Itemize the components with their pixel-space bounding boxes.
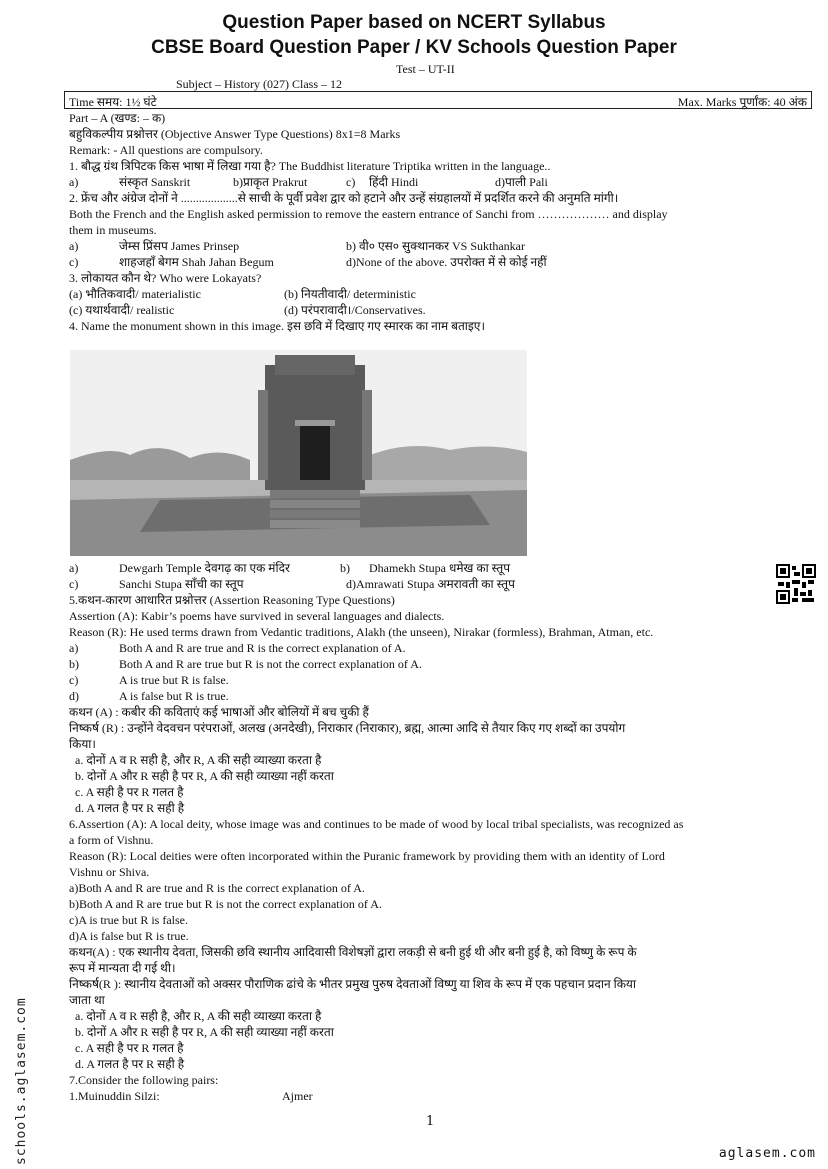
part-a-heading: Part – A (खण्ड: – क) xyxy=(69,111,166,125)
qr-code-icon xyxy=(776,564,816,604)
q5-reason-hi-cont: किया। xyxy=(69,737,96,751)
q5-hi-opt-d: d. A गलत है पर R सही है xyxy=(75,801,185,815)
question-2-hindi: 2. फ्रेंच और अंग्रेज दोनों ने ...................से साची के पूर्वी प्रवेश द्वार को हटाने और उन्हें संग्रहालयों में प्रदर्शित करने की अनुमति मांगी। xyxy=(69,191,619,205)
q5-reason-en: Reason (R): He used terms drawn from Vedantic traditions, Alakh (the unseen), Nirakar (formless), Brahman, Atman, etc. xyxy=(69,625,654,639)
q5-opt-b: Both A and R are true but R is not the correct explanation of A. xyxy=(119,657,422,671)
q5-reason-hi: निष्कर्ष (R) : उन्होंने वेदवचन परंपराओं, अलख (अनदेखी), निराकार (निराकार), ब्रह्म, आत्मा आदि से तैयार किए गए शब्दों का उपयोग xyxy=(69,721,626,735)
q4-opt-c-label: c) xyxy=(69,577,79,591)
q1-opt-c-label: c) xyxy=(346,175,356,189)
q2-opt-a: जेम्स प्रिंसप James Prinsep xyxy=(119,239,240,253)
q6-assertion-en: 6.Assertion (A): A local deity, whose image was and continues to be made of wood by local tribal specialists, was recognized as xyxy=(69,817,684,831)
q6-reason-en-cont: Vishnu or Shiva. xyxy=(69,865,150,879)
q4-opt-b-label: b) xyxy=(340,561,350,575)
q4-opt-a: Dewgarh Temple देवगढ़ का एक मंदिर xyxy=(119,561,290,575)
q6-assertion-en-cont: a form of Vishnu. xyxy=(69,833,154,847)
q5-opt-d: A is false but R is true. xyxy=(119,689,229,703)
q3-opt-d: (d) परंपरावादी।/Conservatives. xyxy=(284,303,426,317)
q1-opt-b: b)प्राकृत Prakrut xyxy=(233,175,308,189)
q1-opt-a-label: a) xyxy=(69,175,79,189)
q4-opt-b: Dhamekh Stupa धमेख का स्तूप xyxy=(369,561,511,575)
q2-opt-d: d)None of the above. उपरोक्त में से कोई नहीं xyxy=(346,255,547,269)
q3-opt-c: (c) यथार्थवादी/ realistic xyxy=(69,303,175,317)
time-label: Time समय: 1½ घंटे xyxy=(69,95,157,109)
question-1: 1. बौद्ध ग्रंथ त्रिपिटक किस भाषा में लिखा गया है? The Buddhist literature Triptika written in the language.. xyxy=(69,159,551,173)
q6-opt-a: a)Both A and R are true and R is the correct explanation of A. xyxy=(69,881,365,895)
page-number: 1 xyxy=(426,1114,435,1129)
test-label: Test – UT-II xyxy=(396,62,455,76)
q3-opt-b: (b) नियतीवादी/ deterministic xyxy=(284,287,416,301)
q4-opt-a-label: a) xyxy=(69,561,79,575)
title-line-1: Question Paper based on NCERT Syllabus xyxy=(222,12,606,33)
q6-hi-opt-d: d. A गलत है पर R सही है xyxy=(75,1057,185,1071)
side-watermark xyxy=(14,975,28,1165)
time-marks-box xyxy=(64,91,812,109)
question-7: 7.Consider the following pairs: xyxy=(69,1073,219,1087)
q6-hi-opt-a: a. दोनों A व R सही है, और R, A की सही व्याख्या करता है xyxy=(75,1009,322,1023)
q6-assertion-hi: कथन(A) : एक स्थानीय देवता, जिसकी छवि स्थानीय आदिवासी विशेषज्ञों द्वारा लकड़ी से बनी हुई थी और बनी हुई है, को विष्णु के रूप के xyxy=(69,945,637,959)
footer-site: aglasem.com xyxy=(718,1146,816,1161)
question-2-en: Both the French and the English asked permission to remove the eastern entrance of Sanchi from ……………… and display xyxy=(69,207,668,221)
subject-label: Subject – History (027) Class – 12 xyxy=(176,77,342,91)
remark: Remark: - All questions are compulsory. xyxy=(69,143,263,157)
side-watermark-text: schools.aglasem.com xyxy=(14,997,29,1165)
q5-opt-a-label: a) xyxy=(69,641,79,655)
q6-opt-d: d)A is false but R is true. xyxy=(69,929,189,943)
q5-opt-c: A is true but R is false. xyxy=(119,673,229,687)
q6-reason-hi: निष्कर्ष(R ): स्थानीय देवताओं को अक्सर पौराणिक ढांचे के भीतर प्रमुख पुरुष देवताओं विष्णु या शिव के रूप में एक पहचान प्रदान किया xyxy=(69,977,637,991)
q7-pair-1-right: Ajmer xyxy=(282,1089,313,1103)
q3-opt-a: (a) भौतिकवादी/ materialistic xyxy=(69,287,201,301)
question-4: 4. Name the monument shown in this image. इस छवि में दिखाए गए स्मारक का नाम बताइए। xyxy=(69,319,485,333)
question-2-en-cont: them in museums. xyxy=(69,223,157,237)
q2-opt-c-label: c) xyxy=(69,255,79,269)
q5-hi-opt-a: a. दोनों A व R सही है, और R, A की सही व्याख्या करता है xyxy=(75,753,322,767)
marks-label: Max. Marks पूर्णांक: 40 अंक xyxy=(677,95,807,109)
q6-reason-en: Reason (R): Local deities were often incorporated within the Puranic framework by providing them with an identity of Lord xyxy=(69,849,665,863)
q5-opt-b-label: b) xyxy=(69,657,79,671)
q2-opt-c: शाहजहाँ बेगम Shah Jahan Begum xyxy=(119,255,274,269)
q2-opt-b: b) वी० एस० सुक्थानकर VS Sukthankar xyxy=(346,239,525,253)
title-line-2: CBSE Board Question Paper / KV Schools Question Paper xyxy=(151,37,677,58)
q6-opt-b: b)Both A and R are true but R is not the correct explanation of A. xyxy=(69,897,382,911)
q6-opt-c: c)A is true but R is false. xyxy=(69,913,188,927)
q5-hi-opt-b: b. दोनों A और R सही है पर R, A की सही व्याख्या नहीं करता xyxy=(75,769,334,783)
q1-opt-a: संस्कृत Sanskrit xyxy=(119,175,191,189)
q5-hi-opt-c: c. A सही है पर R गलत है xyxy=(75,785,184,799)
q5-assertion-en: Assertion (A): Kabir’s poems have survived in several languages and dialects. xyxy=(69,609,445,623)
q4-opt-c: Sanchi Stupa साँची का स्तूप xyxy=(119,577,244,591)
q4-opt-d: d)Amrawati Stupa अमरावती का स्तूप xyxy=(346,577,515,591)
q1-opt-c: हिंदी Hindi xyxy=(369,175,419,189)
question-3: 3. लोकायत कौन थे? Who were Lokayats? xyxy=(69,271,262,285)
q5-opt-c-label: c) xyxy=(69,673,79,687)
q2-opt-a-label: a) xyxy=(69,239,79,253)
q6-hi-opt-c: c. A सही है पर R गलत है xyxy=(75,1041,184,1055)
q6-hi-opt-b: b. दोनों A और R सही है पर R, A की सही व्याख्या नहीं करता xyxy=(75,1025,334,1039)
q7-pair-1-left: 1.Muinuddin Silzi: xyxy=(69,1089,160,1103)
q6-assertion-hi-cont: रूप में मान्यता दी गई थी। xyxy=(69,961,176,975)
section-heading: बहुविकल्पीय प्रश्नोत्तर (Objective Answer Type Questions) 8x1=8 Marks xyxy=(69,127,401,141)
q5-opt-a: Both A and R are true and R is the correct explanation of A. xyxy=(119,641,406,655)
q6-reason-hi-cont: जाता था xyxy=(69,993,105,1007)
question-5-heading: 5.कथन-कारण आधारित प्रश्नोत्तर (Assertion Reasoning Type Questions) xyxy=(69,593,395,607)
q1-opt-d: d)पाली Pali xyxy=(495,175,548,189)
q5-assertion-hi: कथन (A) : कबीर की कविताएं कई भाषाओं और बोलियों में बच चुकी हैं xyxy=(69,705,369,719)
monument-photo xyxy=(70,350,527,556)
q5-opt-d-label: d) xyxy=(69,689,79,703)
